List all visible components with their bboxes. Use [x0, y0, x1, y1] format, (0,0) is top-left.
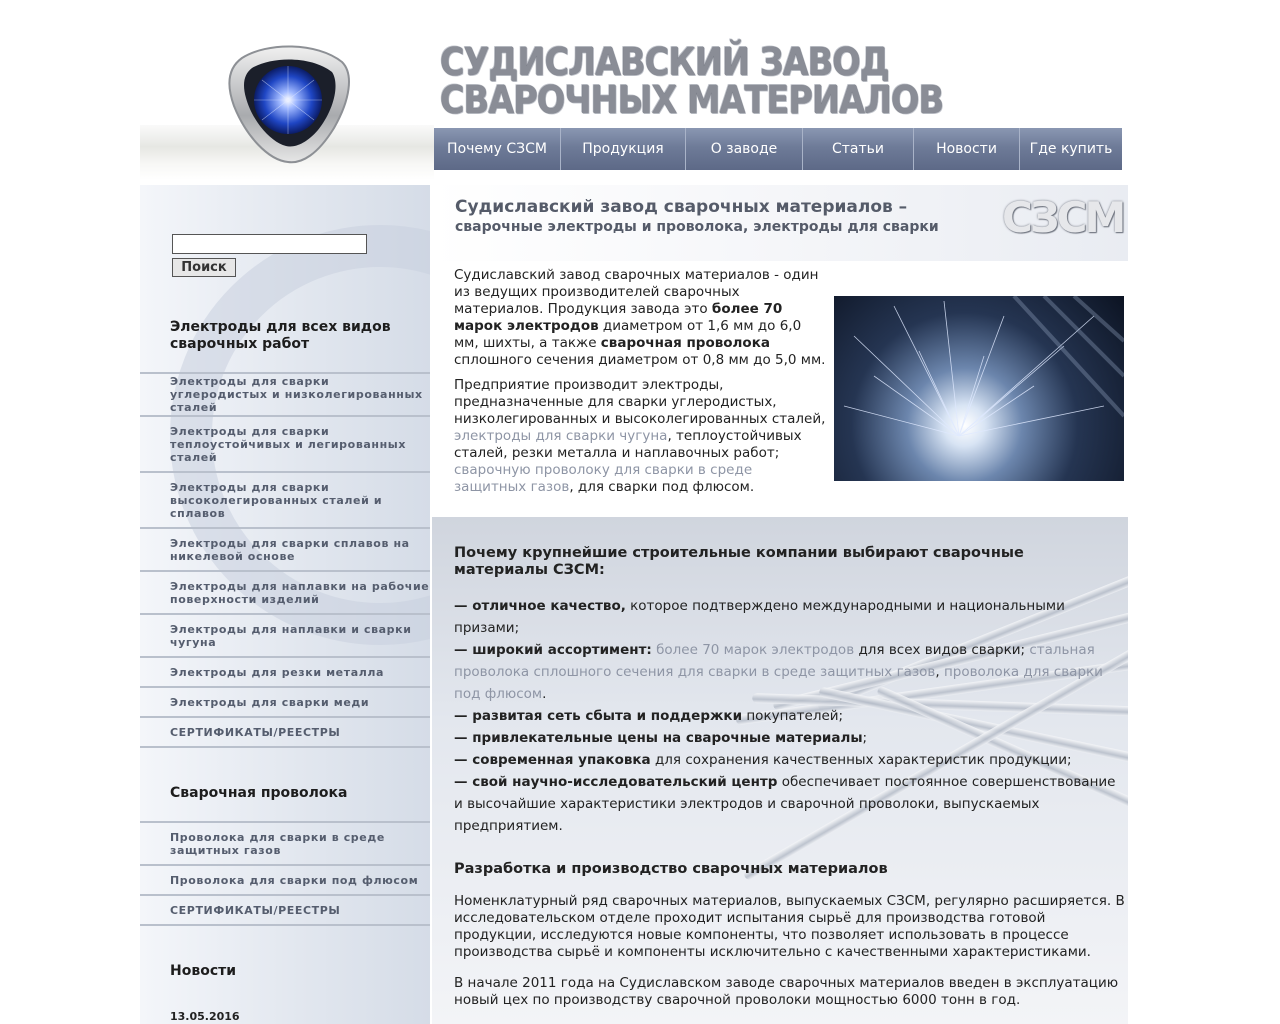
electrodes-heading: Электроды для всех видов сварочных работ	[170, 319, 391, 352]
brand-logo: СЗСМ	[1002, 193, 1124, 242]
electrodes-item[interactable]: Электроды для сварки высоколегированных сталей и сплавов	[140, 473, 430, 529]
electrodes-item[interactable]: Электроды для сварки сплавов на никелевой основе	[140, 529, 430, 572]
intro-paragraph-2	[454, 377, 826, 496]
development-heading: Разработка и производство сварочных материалов	[454, 861, 888, 877]
nav-item-news[interactable]: Новости	[913, 128, 1019, 170]
text: для сохранения качественных характеристик продукции;	[650, 752, 1072, 768]
highlight: сварочная проволока	[600, 335, 770, 351]
text: покупателей;	[742, 708, 844, 724]
sidebar	[140, 185, 430, 1024]
main-header	[432, 185, 1128, 261]
why-item	[454, 727, 1122, 749]
why-item	[454, 639, 1122, 705]
electrodes-item[interactable]: Электроды для резки металла	[140, 658, 430, 688]
news-heading: Новости	[170, 963, 237, 979]
nav-item-articles[interactable]: Статьи	[802, 128, 913, 170]
welding-photo	[834, 296, 1124, 481]
why-item-title: — современная упаковка	[454, 752, 651, 768]
development-paragraph-2: В начале 2011 года на Судиславском заводе сварочных материалов введен в эксплуатацию новый цех по производству сварочной проволоки мощностью 6000 тонн в год.	[454, 975, 1119, 1008]
nav-item-products[interactable]: Продукция	[560, 128, 685, 170]
nav-item-where-to-buy[interactable]: Где купить	[1019, 128, 1122, 170]
page-subtitle: сварочные электроды и проволока, электроды для сварки	[455, 219, 939, 235]
text: ;	[862, 730, 868, 746]
page-title: Судиславский завод сварочных материалов –	[455, 197, 908, 217]
why-item-title: — свой научно-исследовательский центр	[454, 774, 778, 790]
text: обеспечивает постоянное совершенствование и высочайшие характеристики электродов и сварочной проволоки, выпускаемых предприятием.	[454, 774, 1116, 834]
search-input[interactable]	[172, 234, 367, 254]
wire-list	[140, 821, 430, 926]
wire-item[interactable]: Проволока для сварки в среде защитных газов	[140, 823, 430, 866]
welding-sparks-icon	[834, 296, 1124, 481]
news-date: 13.05.2016	[170, 1010, 240, 1023]
nav-item-about[interactable]: О заводе	[685, 128, 802, 170]
why-item-title: — развитая сеть сбыта и поддержки	[454, 708, 743, 724]
cast-iron-electrodes-link[interactable]: электроды для сварки чугуна	[454, 428, 668, 444]
why-item	[454, 705, 1122, 727]
site-title-line2: СВАРОЧНЫХ МАТЕРИАЛОВ	[440, 78, 944, 122]
company-logo-icon[interactable]	[222, 40, 356, 165]
search-button[interactable]: Поиск	[172, 258, 236, 277]
solid-wire-link[interactable]: стальная проволока сплошного сечения для сварки в среде защитных газов	[454, 642, 1095, 680]
text: , для сварки под флюсом.	[569, 479, 755, 495]
text: Предприятие производит электроды, предназначенные для сварки углеродистых, низколегированных и высоколегированных сталей,	[454, 377, 826, 427]
intro-paragraph-1	[454, 267, 826, 369]
why-item-title: — отличное качество,	[454, 598, 626, 614]
why-section	[454, 545, 1122, 837]
why-item-title: — широкий ассортимент:	[454, 642, 652, 658]
why-heading: Почему крупнейшие строительные компании выбирают сварочные материалы СЗСМ:	[454, 545, 1024, 578]
wire-item[interactable]: Проволока для сварки под флюсом	[140, 866, 430, 896]
text: .	[542, 686, 547, 702]
site-title-line1: СУДИСЛАВСКИЙ ЗАВОД	[440, 40, 889, 84]
text: которое подтверждено международными и национальными призами;	[454, 598, 1065, 636]
why-item	[454, 595, 1122, 639]
text: диаметром от 1,6 мм до 6,0 мм, шихты, а также	[454, 318, 802, 351]
electrodes-item[interactable]: Электроды для наплавки на рабочие поверхности изделий	[140, 572, 430, 615]
development-paragraph-1: Номенклатурный ряд сварочных материалов, выпускаемых СЗСМ, регулярно расширяется. В исследовательском отделе проходит испытания сырьё для производства готовой продукции, исследуются новые компоненты, что позволяет использовать в процессе производства сырьё и компоненты исключительно с качественными характеристиками.	[454, 893, 1125, 960]
electrodes-list	[140, 372, 430, 748]
electrodes-certificates-link[interactable]: СЕРТИФИКАТЫ/РЕЕСТРЫ	[140, 718, 430, 748]
intro-text	[454, 267, 826, 504]
text: сплошного сечения диаметром от 0,8 мм до 5,0 мм.	[454, 352, 826, 368]
highlight: более 70 марок электродов	[454, 301, 783, 334]
wire-certificates-link[interactable]: СЕРТИФИКАТЫ/РЕЕСТРЫ	[140, 896, 430, 926]
wire-heading: Сварочная проволока	[170, 785, 348, 801]
text: Судиславский завод сварочных материалов - один из ведущих производителей сварочных материалов. Продукция завода это	[454, 267, 819, 317]
main-content	[432, 185, 1128, 1024]
text: , теплоустойчивых сталей, резки металла и наплавочных работ;	[454, 428, 802, 461]
shielding-gas-wire-link[interactable]: сварочную проволоку для сварки в среде защитных газов	[454, 462, 753, 495]
electrodes-item[interactable]: Электроды для сварки углеродистых и низколегированных сталей	[140, 374, 430, 417]
why-item	[454, 771, 1122, 837]
flux-wire-link[interactable]: проволока для сварки под флюсом	[454, 664, 1103, 702]
electrodes-item[interactable]: Электроды для сварки меди	[140, 688, 430, 718]
text: для всех видов сварки;	[854, 642, 1030, 658]
why-item	[454, 749, 1122, 771]
text: ,	[935, 664, 944, 680]
main-nav	[434, 128, 1122, 170]
site-header	[140, 0, 1128, 185]
electrodes-link[interactable]: более 70 марок электродов	[651, 642, 855, 658]
nav-item-why[interactable]: Почему СЗСМ	[447, 141, 547, 157]
why-item-title: — привлекательные цены на сварочные материалы	[454, 730, 863, 746]
development-text	[454, 893, 1126, 1023]
electrodes-item[interactable]: Электроды для наплавки и сварки чугуна	[140, 615, 430, 658]
electrodes-item[interactable]: Электроды для сварки теплоустойчивых и легированных сталей	[140, 417, 430, 473]
